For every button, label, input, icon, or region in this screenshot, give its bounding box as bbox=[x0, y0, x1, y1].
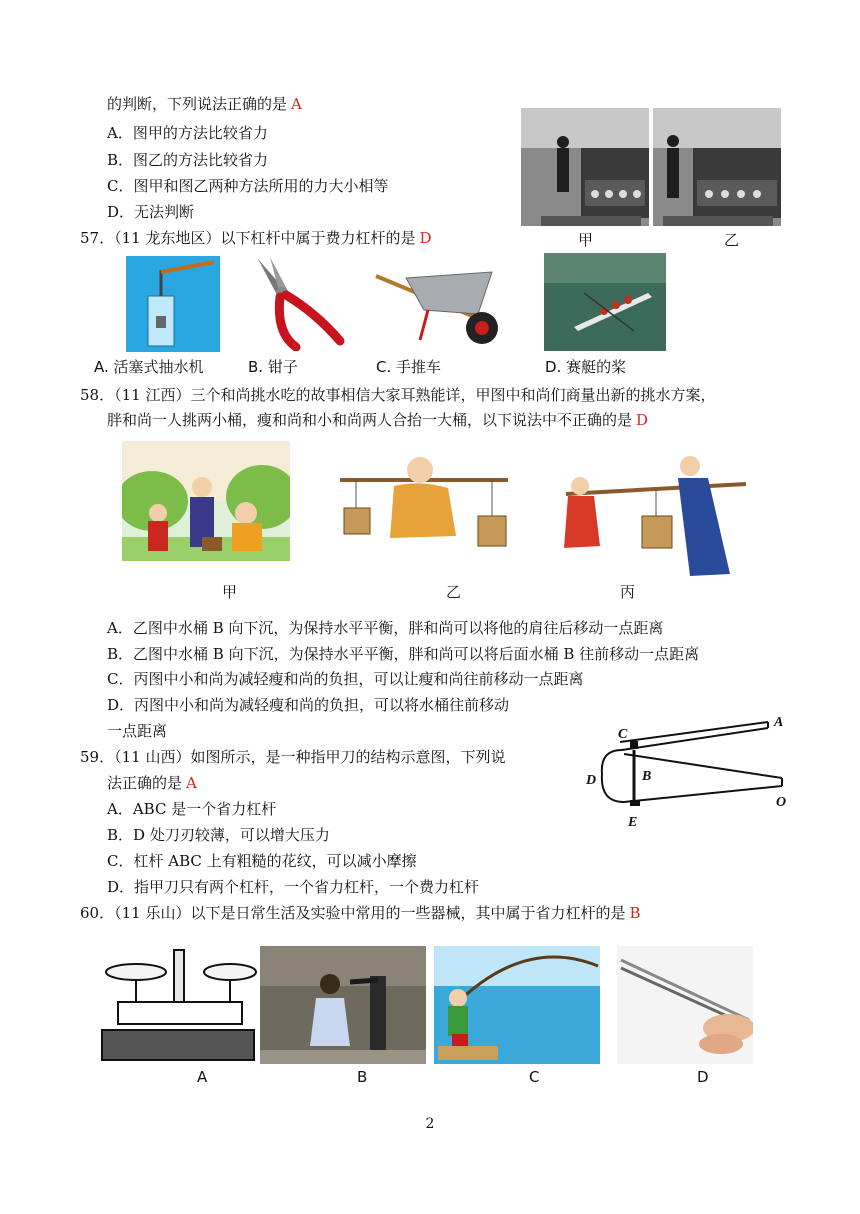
q58-stem-2: 胖和尚一人挑两小桶，瘦和尚和小和尚两人合抬一大桶，以下说法中不正确的是 D bbox=[107, 411, 649, 429]
q57-caption-d: D. 赛艇的桨 bbox=[545, 358, 627, 376]
q58-caption-bing: 丙 bbox=[620, 583, 636, 601]
q59-option-d: D．指甲刀只有两个杠杆，一个省力杠杆，一个费力杠杆 bbox=[107, 878, 480, 896]
q57-image-pump bbox=[126, 256, 220, 352]
q60-image-tweezers bbox=[617, 946, 753, 1064]
q59-label-b: B bbox=[642, 769, 652, 784]
q57-stem: 57．（11 龙东地区）以下杠杆中属于费力杠杆的是 D bbox=[80, 229, 432, 247]
q57-caption-b: B. 钳子 bbox=[248, 358, 298, 376]
q60-image-balance bbox=[98, 946, 258, 1064]
q56-stem-tail: 的判断，下列说法正确的是 A bbox=[107, 95, 302, 113]
q59-stem-1: 59．（11 山西）如图所示，是一种指甲刀的结构示意图，下列说 bbox=[80, 748, 506, 766]
page-number: 2 bbox=[425, 1116, 435, 1132]
q56-caption-yi: 乙 bbox=[724, 231, 740, 249]
q57-answer: D bbox=[419, 229, 432, 247]
q58-answer: D bbox=[636, 411, 649, 429]
q56-photo-yi bbox=[653, 108, 781, 226]
q60-stem: 60．（11 乐山）以下是日常生活及实验中常用的一些器械，其中属于省力杠杆的是 B bbox=[80, 904, 641, 922]
q60-caption-b: B bbox=[357, 1068, 368, 1086]
q59-answer: A bbox=[186, 774, 197, 792]
q60-answer: B bbox=[629, 904, 641, 922]
q58-option-c: C．丙图中小和尚为减轻瘦和尚的负担，可以让瘦和尚往前移动一点距离 bbox=[107, 670, 584, 688]
q59-label-a: A bbox=[774, 715, 784, 730]
q56-option-d: D．无法判断 bbox=[107, 203, 195, 221]
q59-option-c: C．杠杆 ABC 上有粗糙的花纹，可以减小摩擦 bbox=[107, 852, 417, 870]
q59-option-b: B．D 处刀刃较薄，可以增大压力 bbox=[107, 826, 330, 844]
q56-option-c: C．图甲和图乙两种方法所用的力大小相等 bbox=[107, 177, 389, 195]
q59-nail-clipper-diagram bbox=[582, 714, 794, 830]
q58-stem-1: 58．（11 江西）三个和尚挑水吃的故事相信大家耳熟能详，甲图中和尚们商量出新的挑水方案， bbox=[80, 386, 716, 404]
q58-option-d: D．丙图中小和尚为减轻瘦和尚的负担，可以将水桶往前移动 bbox=[107, 696, 510, 714]
q58-option-b: B．乙图中水桶 B 向下沉，为保持水平平衡，胖和尚可以将后面水桶 B 往前移动一点距离 bbox=[107, 645, 700, 663]
q58-caption-yi: 乙 bbox=[446, 583, 462, 601]
q60-caption-a: A bbox=[197, 1068, 208, 1086]
q59-label-e: E bbox=[628, 815, 638, 830]
q57-caption-a: A. 活塞式抽水机 bbox=[94, 358, 204, 376]
q60-caption-c: C bbox=[529, 1068, 540, 1086]
q58-caption-jia: 甲 bbox=[222, 583, 238, 601]
q56-caption-jia: 甲 bbox=[578, 231, 594, 249]
q56-option-b: B．图乙的方法比较省力 bbox=[107, 151, 269, 169]
q57-image-pliers bbox=[236, 253, 348, 351]
q59-stem-2: 法正确的是 A bbox=[107, 774, 197, 792]
q57-caption-c: C. 手推车 bbox=[376, 358, 442, 376]
q56-answer: A bbox=[291, 95, 302, 113]
q60-image-pump-photo bbox=[260, 946, 426, 1064]
q58-image-yi bbox=[336, 456, 512, 560]
q57-image-wheelbarrow bbox=[372, 258, 508, 350]
q58-image-jia bbox=[122, 441, 290, 561]
q58-option-d-cont: 一点距离 bbox=[107, 722, 168, 740]
q60-image-fishing bbox=[434, 946, 600, 1064]
q60-caption-d: D bbox=[697, 1068, 709, 1086]
q58-option-a: A．乙图中水桶 B 向下沉，为保持水平平衡，胖和尚可以将他的肩往后移动一点距离 bbox=[107, 619, 664, 637]
q56-photo-jia bbox=[521, 108, 649, 226]
q59-label-d: D bbox=[586, 773, 597, 788]
q59-label-o: O bbox=[776, 795, 787, 810]
q59-option-a: A．ABC 是一个省力杠杆 bbox=[107, 800, 277, 818]
q57-image-rowing bbox=[544, 253, 666, 351]
q59-label-c: C bbox=[618, 727, 628, 742]
q58-image-bing bbox=[560, 456, 756, 584]
q56-option-a: A．图甲的方法比较省力 bbox=[107, 124, 268, 142]
